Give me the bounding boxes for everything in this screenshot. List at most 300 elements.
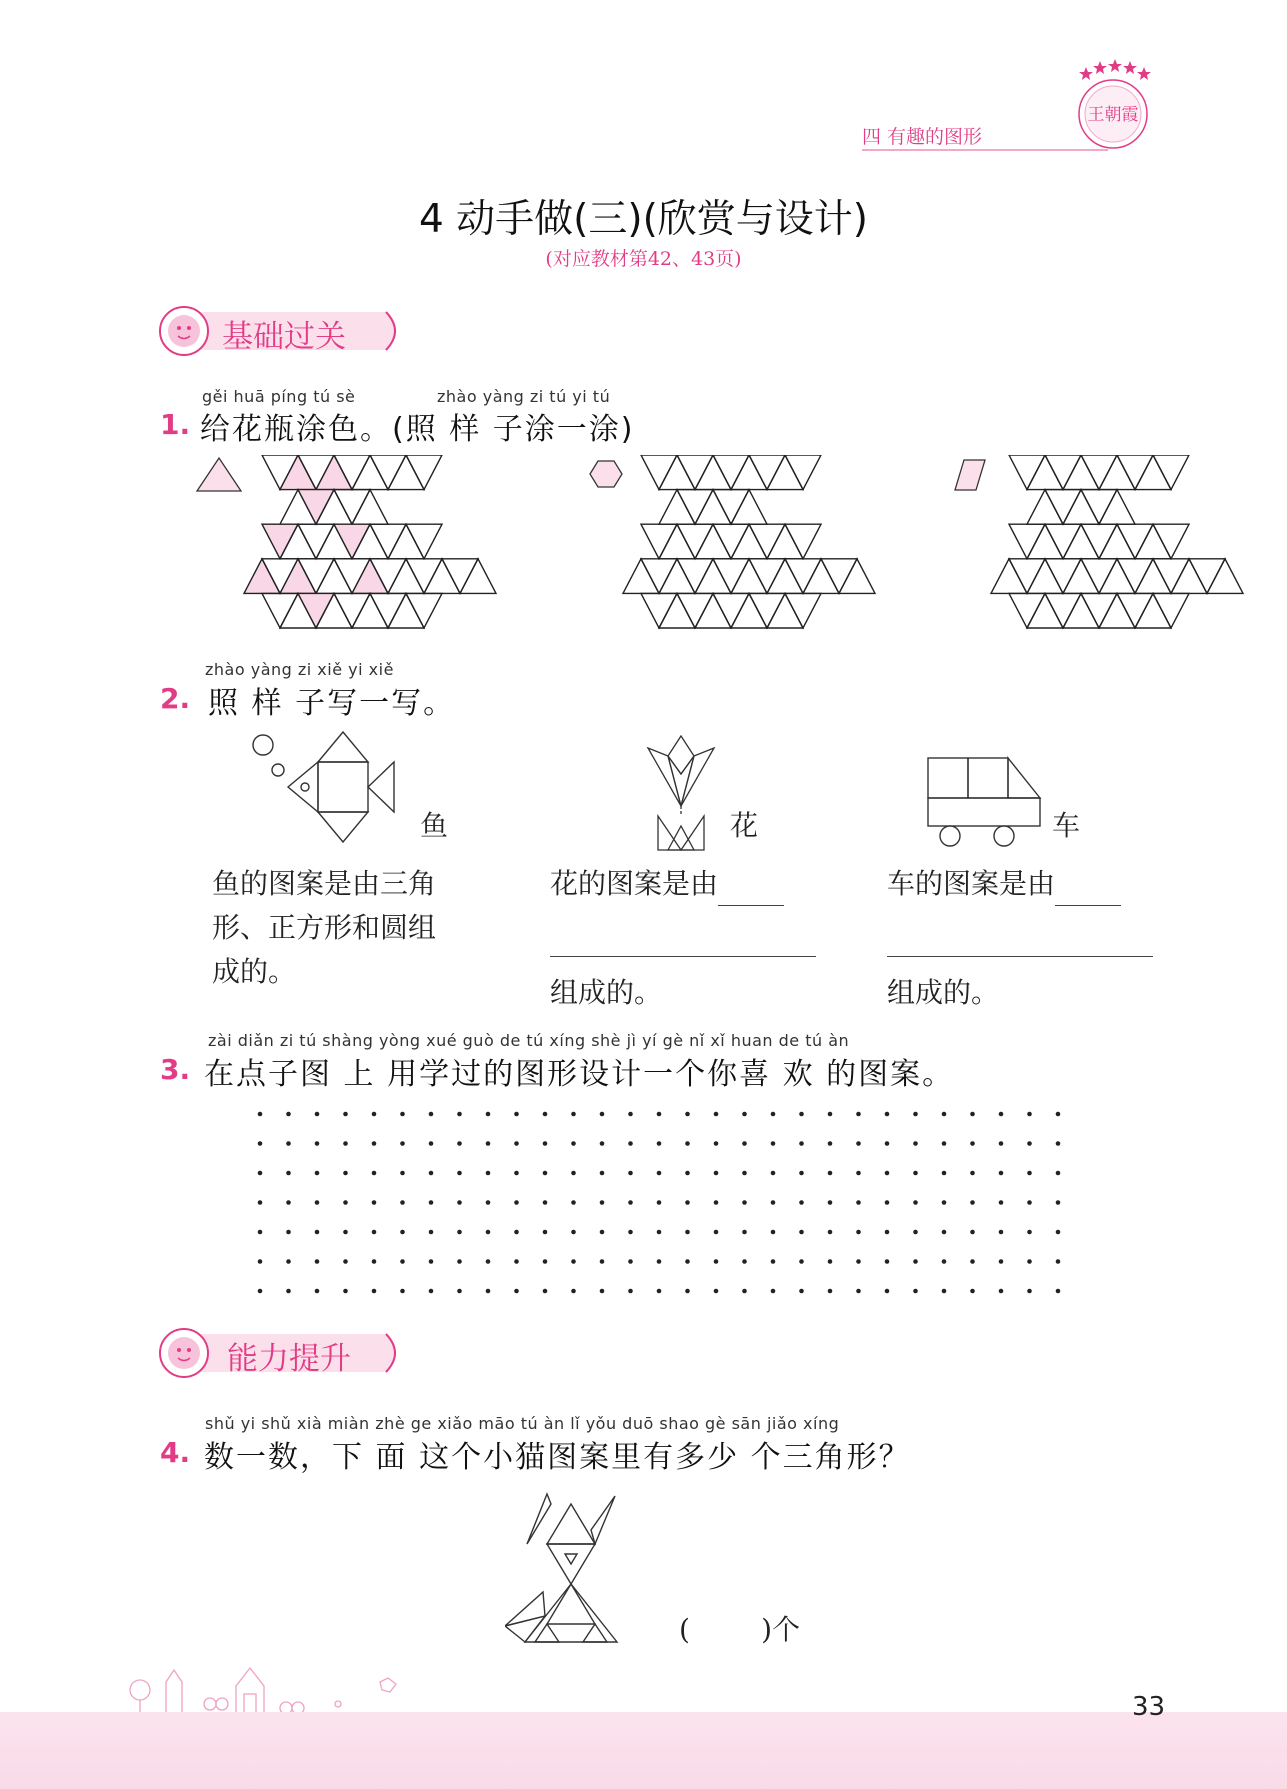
grid-dot	[828, 1200, 833, 1205]
q3-text: 在点子图 上 用学过的图形设计一个你喜 欢 的图案。	[204, 1057, 955, 1092]
grid-dot	[999, 1230, 1004, 1235]
grid-dot	[828, 1259, 833, 1264]
grid-dot	[657, 1200, 662, 1205]
grid-dot	[628, 1200, 633, 1205]
grid-dot	[457, 1141, 462, 1146]
grid-dot	[457, 1259, 462, 1264]
q1-pinyin-b: zhào yàng zi tú yi tú	[437, 387, 611, 406]
grid-dot	[1056, 1112, 1061, 1117]
vase-triangle[interactable]	[767, 524, 803, 559]
grid-dot	[828, 1141, 833, 1146]
grid-dot	[600, 1289, 605, 1294]
grid-dot	[999, 1289, 1004, 1294]
car-answer-blank[interactable]	[1055, 871, 1121, 906]
vase-triangle	[406, 593, 442, 628]
vase-triangle	[262, 593, 298, 628]
grid-dot	[885, 1200, 890, 1205]
vase-triangle[interactable]	[1117, 524, 1153, 559]
vase-triangle[interactable]	[1117, 559, 1153, 594]
vase-triangle[interactable]	[1135, 559, 1171, 594]
grid-dot	[856, 1200, 861, 1205]
grid-dot	[771, 1230, 776, 1235]
grid-dot	[571, 1230, 576, 1235]
vase-triangle[interactable]	[1207, 559, 1243, 594]
flower-caption	[550, 862, 820, 1015]
grid-dot	[258, 1289, 263, 1294]
grid-dot	[372, 1200, 377, 1205]
footer-decoration	[118, 1648, 418, 1716]
grid-dot	[457, 1171, 462, 1176]
car-label: 车	[1052, 809, 1081, 842]
grid-dot	[457, 1230, 462, 1235]
vase-triangle	[262, 524, 298, 559]
grid-dot	[685, 1259, 690, 1264]
grid-dot	[942, 1171, 947, 1176]
grid-dot	[1027, 1200, 1032, 1205]
grid-dot	[543, 1112, 548, 1117]
grid-dot	[372, 1289, 377, 1294]
grid-dot	[742, 1259, 747, 1264]
vase-triangle	[298, 593, 334, 628]
vase-triangle[interactable]	[821, 559, 857, 594]
vase-2[interactable]	[623, 455, 875, 628]
vase-triangle[interactable]	[1153, 593, 1189, 628]
vase-triangle[interactable]	[623, 559, 659, 594]
car-answer-line[interactable]	[887, 906, 1153, 957]
vase-triangle[interactable]	[785, 559, 821, 594]
vase-triangle[interactable]	[1027, 524, 1063, 559]
grid-dot	[970, 1289, 975, 1294]
vase-triangle[interactable]	[749, 593, 785, 628]
vase-triangle	[280, 455, 316, 490]
grid-dot	[1027, 1289, 1032, 1294]
vase-triangle	[406, 524, 442, 559]
grid-dot	[799, 1230, 804, 1235]
flower-caption-text: 花的图案是由	[550, 867, 719, 900]
vase-triangle[interactable]	[731, 490, 767, 525]
grid-dot	[543, 1171, 548, 1176]
grid-dot	[400, 1259, 405, 1264]
grid-dot	[429, 1171, 434, 1176]
vase-triangle	[388, 559, 424, 594]
vase-triangle[interactable]	[1081, 490, 1117, 525]
vase-triangle[interactable]	[1099, 455, 1135, 490]
vase-triangle[interactable]	[1117, 455, 1153, 490]
vase-triangle[interactable]	[1063, 490, 1099, 525]
grid-dot	[429, 1230, 434, 1235]
vase-triangle[interactable]	[1063, 455, 1099, 490]
grid-dot	[1027, 1112, 1032, 1117]
vase-triangle[interactable]	[677, 455, 713, 490]
grid-dot	[372, 1112, 377, 1117]
grid-dot	[856, 1230, 861, 1235]
vase-triangle[interactable]	[1081, 559, 1117, 594]
grid-dot	[486, 1200, 491, 1205]
vase-triangle[interactable]	[731, 593, 767, 628]
vase-triangle	[406, 559, 442, 594]
grid-dot	[714, 1171, 719, 1176]
grid-dot	[343, 1259, 348, 1264]
vase-triangle[interactable]	[641, 559, 677, 594]
grid-dot	[429, 1141, 434, 1146]
grid-dot	[685, 1141, 690, 1146]
vase-triangle[interactable]	[1027, 593, 1063, 628]
grid-dot	[657, 1141, 662, 1146]
grid-dot	[856, 1259, 861, 1264]
grid-dot	[828, 1171, 833, 1176]
grid-dot	[600, 1141, 605, 1146]
grid-dot	[913, 1200, 918, 1205]
grid-dot	[628, 1289, 633, 1294]
grid-dot	[885, 1112, 890, 1117]
car-caption	[887, 862, 1157, 1015]
header-rule	[862, 149, 1108, 151]
grid-dot	[942, 1112, 947, 1117]
grid-dot	[970, 1141, 975, 1146]
vase-triangle[interactable]	[1135, 593, 1171, 628]
grid-dot	[486, 1112, 491, 1117]
grid-dot	[429, 1259, 434, 1264]
grid-dot	[913, 1112, 918, 1117]
flower-answer-blank[interactable]	[718, 871, 784, 906]
vase-triangle[interactable]	[803, 559, 839, 594]
flower-answer-line[interactable]	[550, 906, 816, 957]
vase-triangle	[352, 455, 388, 490]
grid-dot	[771, 1289, 776, 1294]
grid-dot	[600, 1171, 605, 1176]
vase-triangle[interactable]	[695, 593, 731, 628]
grid-dot	[343, 1171, 348, 1176]
grid-dot	[1056, 1289, 1061, 1294]
grid-dot	[714, 1259, 719, 1264]
section-title-basic: 基础过关	[222, 319, 346, 355]
grid-dot	[799, 1259, 804, 1264]
grid-dot	[1056, 1259, 1061, 1264]
vase-triangle[interactable]	[1045, 490, 1081, 525]
grid-dot	[913, 1230, 918, 1235]
grid-dot	[372, 1259, 377, 1264]
grid-dot	[1056, 1141, 1061, 1146]
q4-pinyin: shǔ yi shǔ xià miàn zhè ge xiǎo māo tú àn lǐ yǒu duō shao gè sān jiǎo xíng	[205, 1414, 840, 1433]
grid-dot	[828, 1112, 833, 1117]
vase-triangle	[370, 455, 406, 490]
q1-pinyin-a: gěi huā píng tú sè	[202, 387, 356, 406]
fish-caption-line-3: 成的。	[212, 955, 297, 988]
fish-caption-line-2: 形、正方形和圆组	[212, 911, 437, 944]
vase-triangle[interactable]	[1081, 593, 1117, 628]
vase-triangle[interactable]	[641, 455, 677, 490]
vase-triangle[interactable]	[1153, 455, 1189, 490]
grid-dot	[771, 1141, 776, 1146]
grid-dot	[372, 1141, 377, 1146]
vase-triangle[interactable]	[695, 455, 731, 490]
grid-dot	[571, 1112, 576, 1117]
vase-triangle[interactable]	[1063, 559, 1099, 594]
vase-triangle[interactable]	[749, 455, 785, 490]
q2-text: 照 样 子写一写。	[208, 686, 456, 721]
grid-dot	[514, 1289, 519, 1294]
vase-triangle[interactable]	[713, 559, 749, 594]
vase-triangle[interactable]	[767, 455, 803, 490]
vase-triangle[interactable]	[1027, 559, 1063, 594]
vase-triangle[interactable]	[1045, 455, 1081, 490]
q1-number: 1.	[160, 408, 191, 441]
grid-dot	[486, 1171, 491, 1176]
vase-triangle[interactable]	[1009, 455, 1045, 490]
grid-dot	[286, 1112, 291, 1117]
vase-triangle[interactable]	[767, 593, 803, 628]
grid-dot	[771, 1200, 776, 1205]
grid-dot	[799, 1289, 804, 1294]
grid-dot	[885, 1230, 890, 1235]
vase-triangle[interactable]	[641, 524, 677, 559]
grid-dot	[714, 1289, 719, 1294]
fish-label: 鱼	[420, 809, 449, 842]
grid-dot	[315, 1230, 320, 1235]
grid-dot	[942, 1259, 947, 1264]
grid-dot	[600, 1230, 605, 1235]
vase-triangle	[244, 559, 280, 594]
vase-triangle[interactable]	[677, 490, 713, 525]
grid-dot	[771, 1259, 776, 1264]
grid-dot	[571, 1259, 576, 1264]
vase-triangle[interactable]	[785, 524, 821, 559]
fish-caption-line-1: 鱼的图案是由三角	[212, 867, 437, 900]
vase-triangle[interactable]	[659, 455, 695, 490]
grid-dot	[970, 1200, 975, 1205]
grid-dot	[1027, 1141, 1032, 1146]
grid-dot	[628, 1230, 633, 1235]
grid-dot	[486, 1289, 491, 1294]
grid-dot	[543, 1230, 548, 1235]
vase-triangle[interactable]	[1081, 524, 1117, 559]
brand-logo	[1070, 58, 1156, 154]
grid-dot	[828, 1289, 833, 1294]
grid-dot	[628, 1112, 633, 1117]
vase-triangle[interactable]	[1009, 593, 1045, 628]
grid-dot	[1027, 1171, 1032, 1176]
vase-triangle	[370, 593, 406, 628]
vase-triangle	[406, 455, 442, 490]
vase-triangle[interactable]	[659, 524, 695, 559]
grid-dot	[942, 1200, 947, 1205]
grid-dot	[315, 1112, 320, 1117]
flower-figure	[646, 734, 716, 852]
grid-dot	[856, 1141, 861, 1146]
vase-triangle[interactable]	[1099, 524, 1135, 559]
grid-dot	[1027, 1259, 1032, 1264]
grid-dot	[457, 1112, 462, 1117]
vase-triangle[interactable]	[749, 559, 785, 594]
vase-triangle[interactable]	[1027, 455, 1063, 490]
vase-triangle[interactable]	[1099, 490, 1135, 525]
grid-dot	[885, 1289, 890, 1294]
grid-dot	[258, 1141, 263, 1146]
vase-triangle[interactable]	[695, 559, 731, 594]
grid-dot	[913, 1141, 918, 1146]
grid-dot	[343, 1112, 348, 1117]
grid-dot	[514, 1171, 519, 1176]
grid-dot	[942, 1289, 947, 1294]
grid-dot	[742, 1112, 747, 1117]
vase-triangle[interactable]	[677, 559, 713, 594]
vase-triangle	[298, 524, 334, 559]
vase-triangle[interactable]	[1063, 593, 1099, 628]
grid-dot	[999, 1171, 1004, 1176]
grid-dot	[315, 1259, 320, 1264]
q4-text: 数一数，下 面 这个小猫图案里有多少 个三角形？	[204, 1440, 911, 1475]
vase-triangle[interactable]	[1153, 524, 1189, 559]
grid-dot	[970, 1230, 975, 1235]
vase-triangle[interactable]	[713, 490, 749, 525]
vase-triangle[interactable]	[767, 559, 803, 594]
grid-dot	[400, 1171, 405, 1176]
grid-dot	[258, 1230, 263, 1235]
vase-triangle	[280, 559, 316, 594]
grid-dot	[771, 1171, 776, 1176]
grid-dot	[913, 1171, 918, 1176]
vase-triangle[interactable]	[1117, 593, 1153, 628]
vase-triangle[interactable]	[695, 524, 731, 559]
car-figure	[924, 754, 1044, 850]
grid-dot	[799, 1112, 804, 1117]
vase-triangle	[352, 490, 388, 525]
grid-dot	[286, 1141, 291, 1146]
grid-dot	[286, 1289, 291, 1294]
grid-dot	[685, 1171, 690, 1176]
grid-dot	[999, 1112, 1004, 1117]
vase-triangle[interactable]	[731, 524, 767, 559]
vase-triangle[interactable]	[1153, 559, 1189, 594]
vase-triangle[interactable]	[1027, 490, 1063, 525]
grid-dot	[315, 1171, 320, 1176]
q2-pinyin: zhào yàng zi xiě yi xiě	[205, 660, 394, 679]
vase-triangle[interactable]	[1099, 559, 1135, 594]
vase-triangle[interactable]	[1099, 593, 1135, 628]
grid-dot	[343, 1230, 348, 1235]
vase-triangle[interactable]	[1189, 559, 1225, 594]
grid-dot	[742, 1289, 747, 1294]
vase-triangle[interactable]	[1081, 455, 1117, 490]
dot-grid[interactable]	[250, 1100, 1070, 1300]
vase-triangle[interactable]	[1009, 559, 1045, 594]
vase-1	[244, 455, 496, 628]
vase-triangle[interactable]	[1045, 559, 1081, 594]
vase-triangle[interactable]	[1063, 524, 1099, 559]
grid-dot	[343, 1141, 348, 1146]
grid-dot	[657, 1112, 662, 1117]
vase-triangle[interactable]	[1171, 559, 1207, 594]
vase-triangle[interactable]	[1135, 455, 1171, 490]
grid-dot	[286, 1171, 291, 1176]
grid-dot	[999, 1141, 1004, 1146]
grid-dot	[343, 1289, 348, 1294]
page-title: 4 动手做(三)(欣赏与设计)	[418, 197, 869, 242]
grid-dot	[657, 1171, 662, 1176]
grid-dot	[856, 1171, 861, 1176]
grid-dot	[486, 1141, 491, 1146]
grid-dot	[343, 1200, 348, 1205]
flower-caption-end: 组成的。	[550, 976, 663, 1009]
vase-triangle	[316, 455, 352, 490]
vase-triangle[interactable]	[713, 455, 749, 490]
vase-triangle	[424, 559, 460, 594]
vase-triangle[interactable]	[677, 593, 713, 628]
grid-dot	[714, 1200, 719, 1205]
vase-triangle[interactable]	[1009, 524, 1045, 559]
vase-triangle	[352, 559, 388, 594]
vase-triangle[interactable]	[731, 559, 767, 594]
grid-dot	[286, 1259, 291, 1264]
vase-triangle[interactable]	[785, 593, 821, 628]
vase-triangle[interactable]	[1045, 593, 1081, 628]
vase-triangle[interactable]	[659, 559, 695, 594]
vase-triangle[interactable]	[659, 593, 695, 628]
grid-dot	[543, 1141, 548, 1146]
grid-dot	[913, 1259, 918, 1264]
grid-dot	[685, 1230, 690, 1235]
vase-triangle[interactable]	[695, 490, 731, 525]
grid-dot	[600, 1259, 605, 1264]
vase-triangle[interactable]	[749, 524, 785, 559]
grid-dot	[999, 1259, 1004, 1264]
chapter-tag: 四 有趣的图形	[862, 126, 983, 148]
vase-triangle[interactable]	[713, 524, 749, 559]
grid-dot	[1056, 1200, 1061, 1205]
q4-answer-blank[interactable]: ( )个	[679, 1613, 801, 1646]
fish-caption	[212, 862, 436, 994]
q3-pinyin: zài diǎn zi tú shàng yòng xué guò de tú xíng shè jì yí gè nǐ xǐ huan de tú àn	[208, 1031, 850, 1050]
vase-triangle[interactable]	[1045, 524, 1081, 559]
grid-dot	[315, 1289, 320, 1294]
grid-dot	[742, 1141, 747, 1146]
grid-dot	[600, 1112, 605, 1117]
vase-3[interactable]	[991, 455, 1243, 628]
vase-triangle[interactable]	[1135, 524, 1171, 559]
grid-dot	[600, 1200, 605, 1205]
grid-dot	[571, 1141, 576, 1146]
grid-dot	[685, 1112, 690, 1117]
grid-dot	[885, 1259, 890, 1264]
q4-number: 4.	[160, 1436, 191, 1469]
grid-dot	[258, 1171, 263, 1176]
page-number: 33	[1132, 1692, 1166, 1722]
vase-triangle	[316, 559, 352, 594]
vase-triangle	[334, 490, 370, 525]
vase-triangle	[298, 490, 334, 525]
grid-dot	[258, 1112, 263, 1117]
grid-dot	[799, 1141, 804, 1146]
grid-dot	[742, 1200, 747, 1205]
vase-triangle[interactable]	[991, 559, 1027, 594]
grid-dot	[486, 1230, 491, 1235]
vase-triangle[interactable]	[731, 455, 767, 490]
vase-triangle	[388, 455, 424, 490]
vase-triangle[interactable]	[839, 559, 875, 594]
vase-triangle	[352, 593, 388, 628]
vase-triangle[interactable]	[659, 490, 695, 525]
grid-dot	[429, 1200, 434, 1205]
vase-triangle[interactable]	[713, 593, 749, 628]
vase-triangle[interactable]	[677, 524, 713, 559]
fish-figure	[248, 728, 408, 848]
vase-triangle[interactable]	[785, 455, 821, 490]
page-subtitle: (对应教材第42、43页)	[545, 248, 742, 270]
grid-dot	[315, 1200, 320, 1205]
vase-triangle[interactable]	[641, 593, 677, 628]
grid-dot	[771, 1112, 776, 1117]
vase-triangle	[388, 593, 424, 628]
